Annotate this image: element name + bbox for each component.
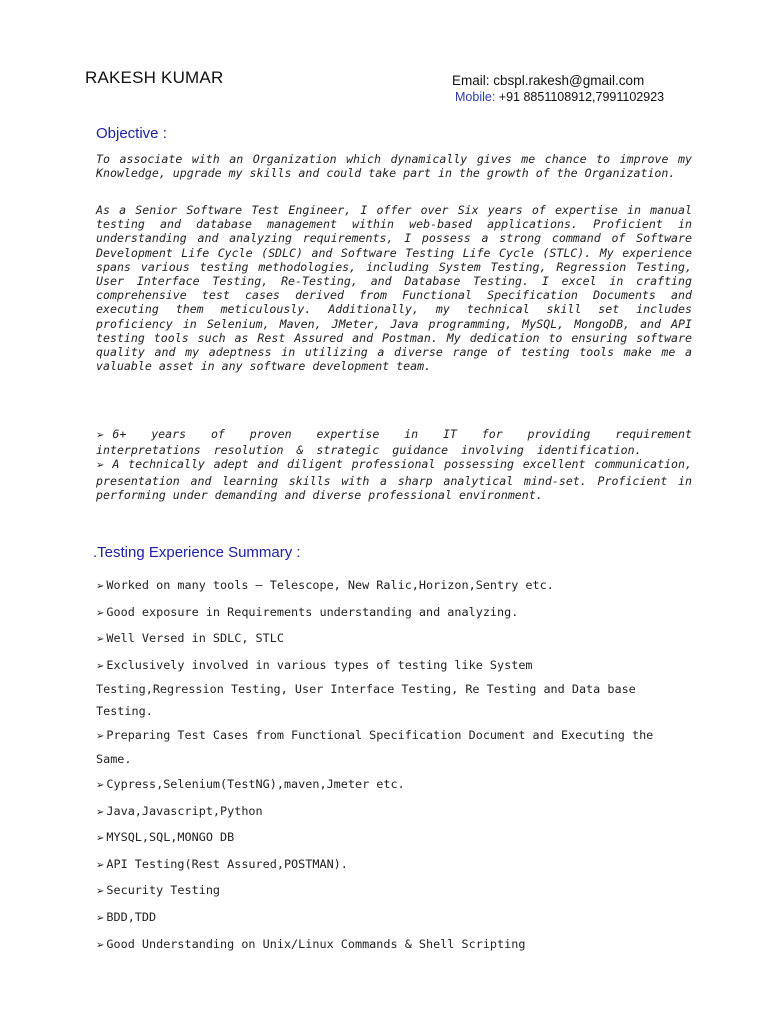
mobile-label: Mobile: [455,90,499,104]
email-label: Email: [452,73,494,88]
objective-paragraph-1: To associate with an Organization which dynamically gives me chance to improve my Knowledge, upgrade my skills and could take part in the growth of the Organization. [96,152,692,181]
item-text: Preparing Test Cases from Functional Specification Document and Executing the Same. [96,728,654,767]
list-item [96,906,656,930]
arrowhead-bullet-icon: ➢ [96,779,105,791]
item-text: API Testing(Rest Assured,POSTMAN). [106,856,348,871]
arrowhead-bullet-icon: ➢ [96,806,105,818]
list-item [96,800,656,824]
arrowhead-bullet-icon: ➢ [96,430,105,441]
objective-bullet-list [96,427,692,502]
list-item [96,457,692,502]
list-item [96,427,692,457]
arrowhead-bullet-icon: ➢ [96,731,105,743]
summary-heading: .Testing Experience Summary : [93,544,301,561]
list-item [96,627,656,651]
item-text: Security Testing [106,883,221,898]
list-item [96,773,656,797]
list-item [96,853,656,877]
item-text: Java,Javascript,Python [106,803,263,818]
arrowhead-bullet-icon: ➢ [96,859,105,871]
list-item [96,654,656,722]
item-text: MYSQL,SQL,MONGO DB [106,830,235,845]
list-item [96,933,656,957]
list-item [96,879,656,903]
arrowhead-bullet-icon: ➢ [96,460,105,472]
list-item [96,601,656,625]
arrowhead-bullet-icon: ➢ [96,660,105,672]
bullet-text: A technically adept and diligent professional possessing excellent communication, presentation and learning skills with a sharp analytical mind-set. Proficient in performing under demanding and diverse professional environment. [96,457,692,502]
item-text: Exclusively involved in various types of testing like System Testing,Regression Testing, User Interface Testing, Re Testing and Data base Testing. [96,657,636,718]
item-text: Good Understanding on Unix/Linux Commands & Shell Scripting [106,936,526,951]
arrowhead-bullet-icon: ➢ [96,634,105,646]
arrowhead-bullet-icon: ➢ [96,912,105,924]
email-value: cbspl.rakesh@gmail.com [493,73,645,88]
arrowhead-bullet-icon: ➢ [96,581,105,592]
bullet-text: 6+ years of proven expertise in IT for providing requirement interpretations resolution & strategic guidance involving identification. [96,427,692,458]
arrowhead-bullet-icon: ➢ [96,833,105,845]
item-text: Good exposure in Requirements understanding and analyzing. [106,604,519,619]
arrowhead-bullet-icon: ➢ [96,886,105,898]
mobile-value: +91 8851108912,7991102923 [498,90,665,104]
item-text: Cypress,Selenium(TestNG),maven,Jmeter etc. [106,776,405,791]
list-item [96,574,656,598]
item-text: Well Versed in SDLC, STLC [106,631,284,646]
objective-paragraph-2: As a Senior Software Test Engineer, I offer over Six years of expertise in manual testing and database management within web-based applications. Proficient in understanding and analyzing requirements, I possess a strong command of Software Development Life Cycle (SDLC) and Software Testing Life Cycle (STLC). My experience spans various testing methodologies, including System Testing, Regression Testing, User Interface Testing, Re-Testing, and Database Testing. I excel in crafting comprehensive test cases derived from Functional Specification Documents and executing them meticulously. Additionally, my technical skill set includes proficiency in Selenium, Maven, JMeter, Java programming, MySQL, MongoDB, and API testing tools such as Rest Assured and Postman. My dedication to ensuring software quality and my adeptness in utilizing a diverse range of testing tools make me a valuable asset in any software development team. [96,203,692,374]
summary-list [96,574,656,959]
arrowhead-bullet-icon: ➢ [96,607,105,619]
objective-heading: Objective : [96,125,167,142]
item-text: BDD,TDD [106,909,157,924]
contact-block [452,72,664,106]
item-text: Worked on many tools – Telescope, New Ralic,Horizon,Sentry etc. [106,578,554,592]
email-row [452,72,664,89]
arrowhead-bullet-icon: ➢ [96,939,105,951]
candidate-name: RAKESH KUMAR [85,68,224,87]
mobile-row [455,89,664,106]
list-item [96,724,656,770]
list-item [96,826,656,850]
